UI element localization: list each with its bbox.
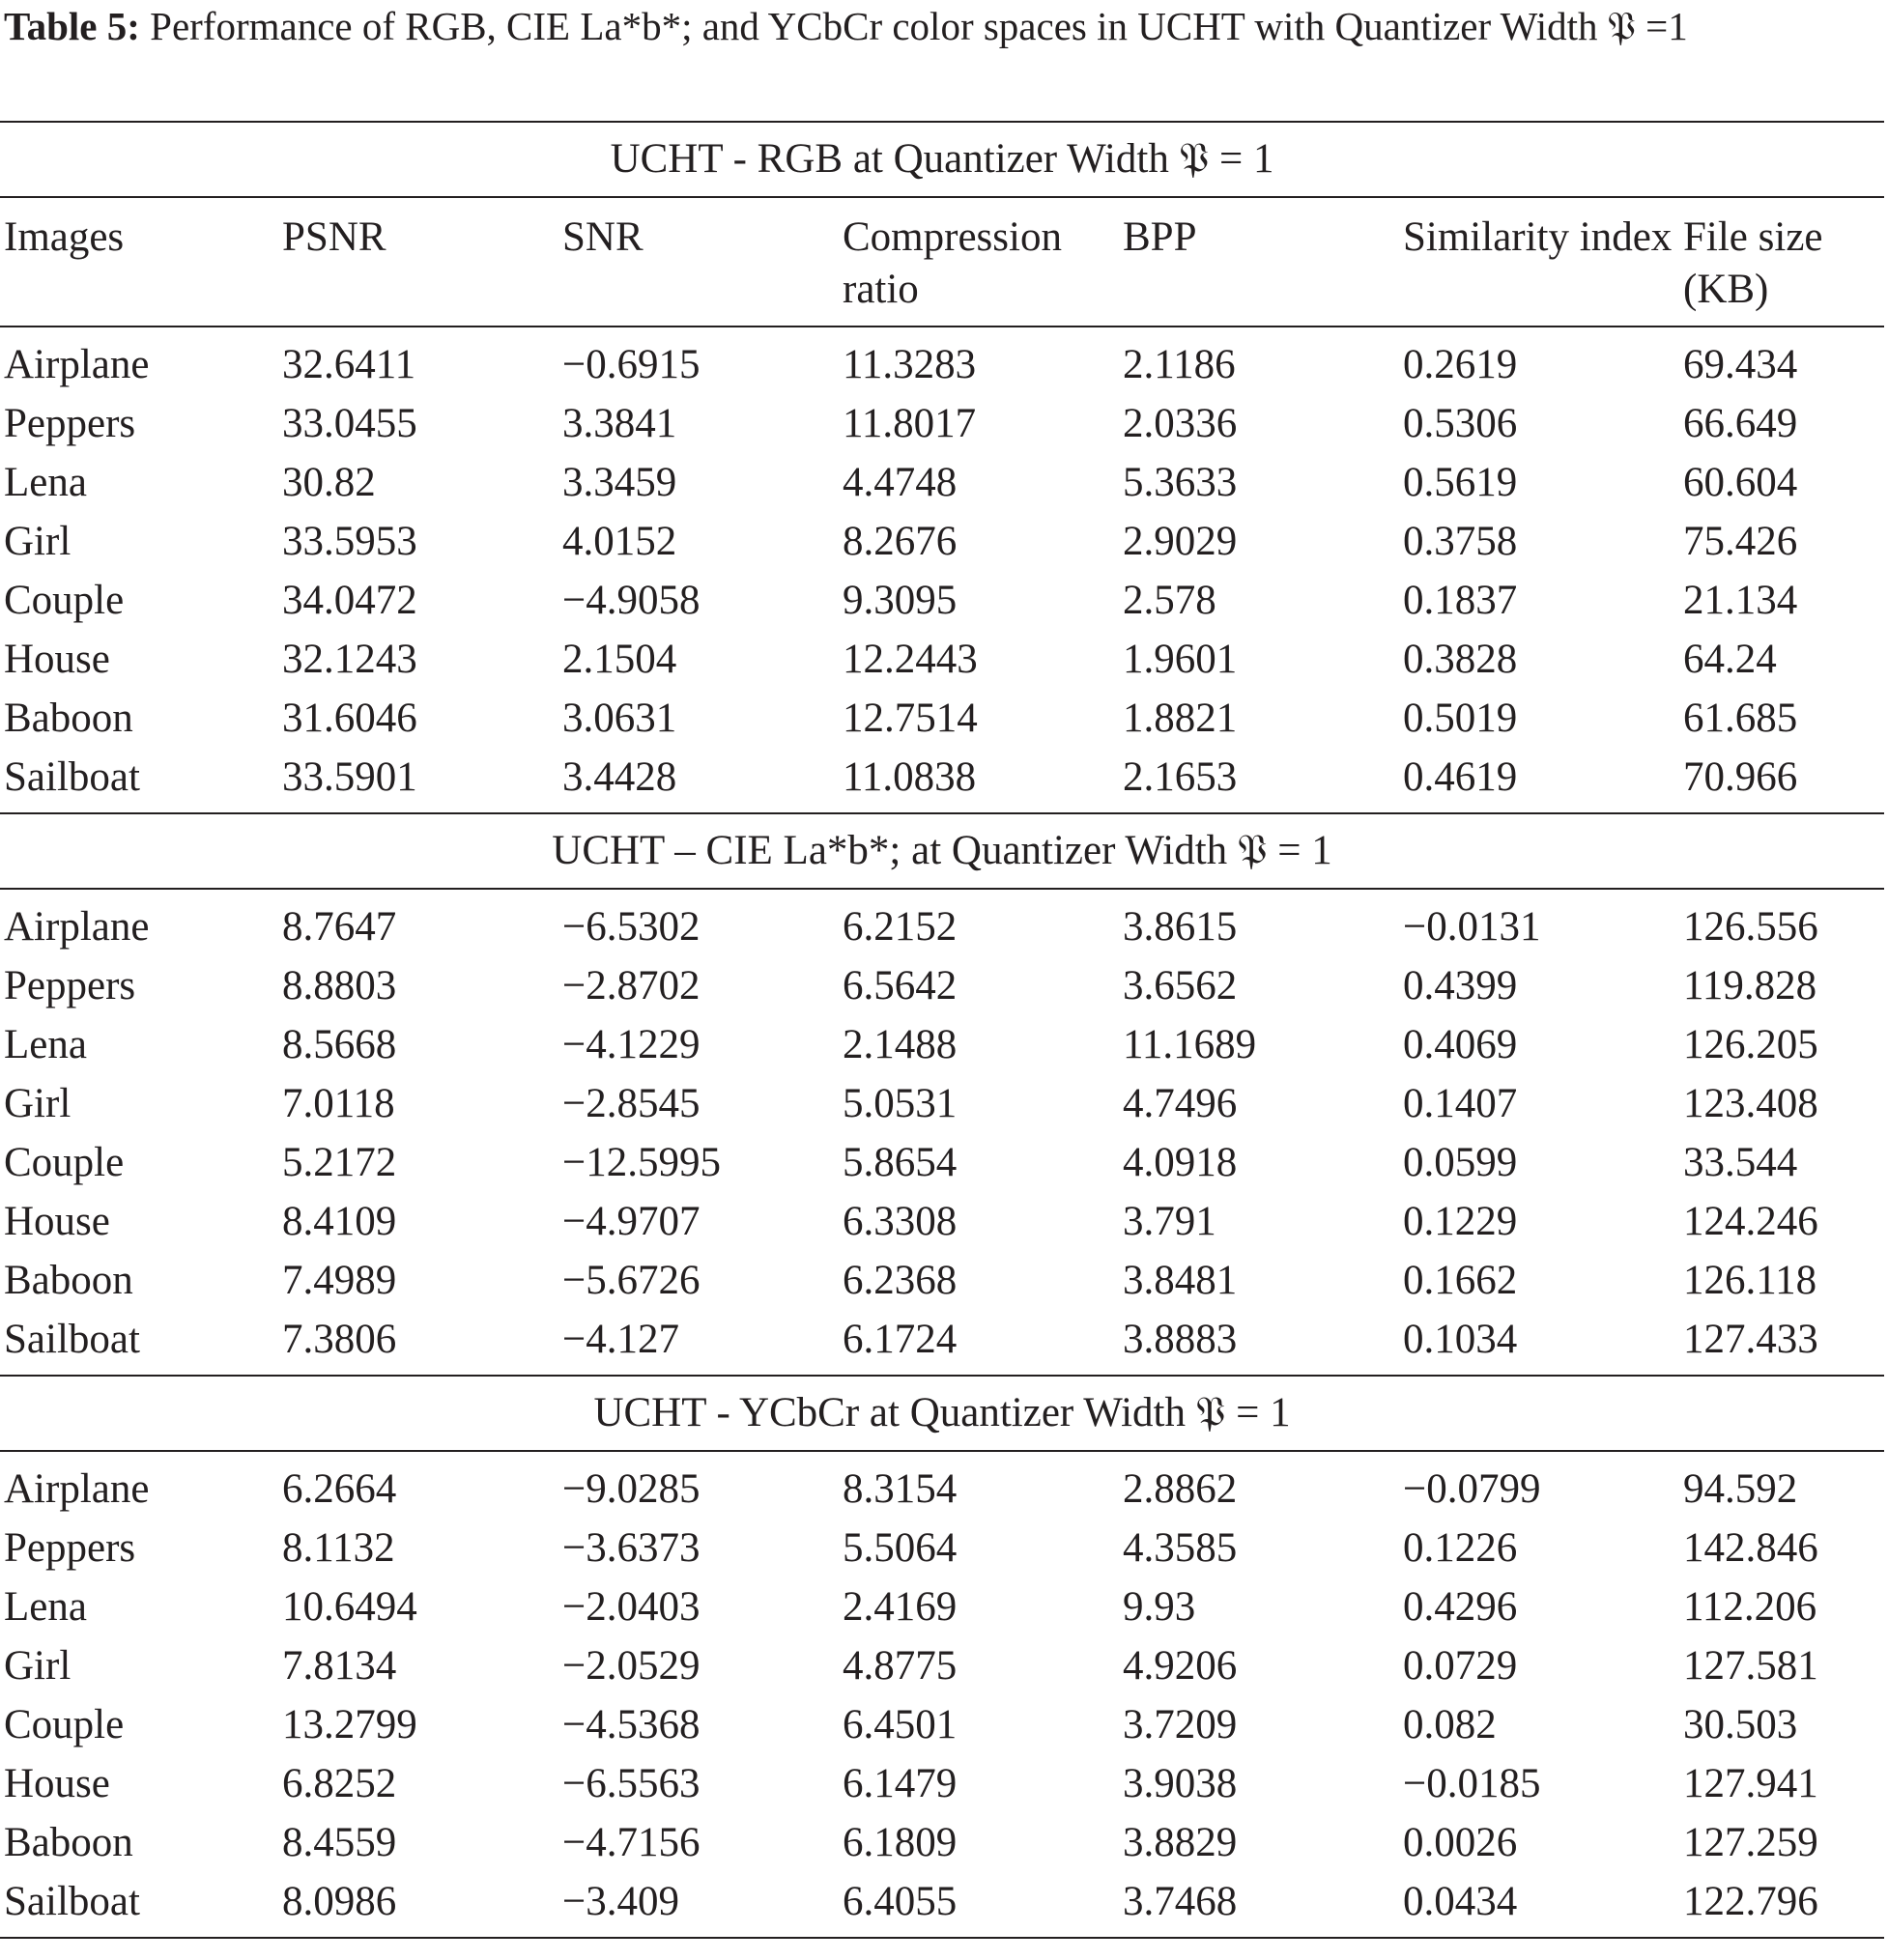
- table-row: [0, 1754, 1884, 1813]
- table-cell: 6.1479: [843, 1761, 958, 1806]
- table-cell: 0.5019: [1403, 696, 1518, 741]
- section-title-row: [0, 122, 1884, 197]
- table-cell: 33.5953: [282, 519, 417, 564]
- table-cell: 70.966: [1683, 754, 1798, 800]
- table-cell: 32.1243: [282, 637, 417, 682]
- table-cell: −0.0131: [1403, 904, 1541, 950]
- table-cell: 12.2443: [843, 637, 978, 682]
- table-cell: 6.2664: [282, 1466, 397, 1512]
- table-row: [0, 1872, 1884, 1938]
- table-cell: −0.6915: [562, 342, 701, 387]
- table-cell: 34.0472: [282, 578, 417, 623]
- table-cell: 122.796: [1679, 1872, 1884, 1938]
- table-cell: 7.3806: [282, 1317, 397, 1362]
- performance-table: [0, 121, 1884, 1939]
- table-row: [0, 1192, 1884, 1251]
- table-cell: 3.8883: [1123, 1317, 1238, 1362]
- image-name-cell: Girl: [4, 1643, 72, 1689]
- table-cell: 6.8252: [282, 1761, 397, 1806]
- table-cell: 3.8615: [1123, 904, 1238, 950]
- table-cell: 127.581: [1683, 1643, 1818, 1689]
- table-row: [0, 1636, 1884, 1695]
- table-cell: 4.8775: [843, 1643, 958, 1689]
- image-name-cell: Airplane: [4, 1466, 150, 1512]
- table-cell: 33.544: [1683, 1140, 1798, 1185]
- table-cell: 3.3459: [562, 460, 677, 505]
- table-cell: 3.791: [1123, 1199, 1216, 1244]
- table-row: [0, 453, 1884, 512]
- table-cell: 126.205: [1683, 1022, 1818, 1067]
- table-row: [0, 1577, 1884, 1636]
- image-name-cell: Lena: [4, 1584, 87, 1630]
- table-cell: 8.4109: [282, 1199, 397, 1244]
- column-header: [839, 197, 1119, 327]
- table-cell: −5.6726: [562, 1258, 701, 1303]
- column-header: [1399, 197, 1679, 327]
- table-cell: −4.7156: [562, 1820, 701, 1865]
- table-cell: 6.4501: [843, 1702, 958, 1747]
- image-name-cell: Couple: [4, 1702, 125, 1747]
- column-header-row: [0, 197, 1884, 327]
- table-cell: 2.578: [1123, 578, 1216, 623]
- table-cell: −2.0403: [562, 1584, 701, 1630]
- column-header-label: SNR: [562, 214, 644, 260]
- table-cell: −4.1229: [562, 1022, 701, 1067]
- caption-label: Table 5:: [4, 4, 140, 48]
- table-row: [0, 889, 1884, 956]
- image-name-cell: Baboon: [4, 696, 133, 741]
- table-cell: 126.556: [1683, 904, 1818, 950]
- section-title: UCHT - YCbCr at Quantizer Width 𝔓 = 1: [0, 1376, 1884, 1451]
- table-cell: 31.6046: [282, 696, 417, 741]
- table-cell: 0.1226: [1403, 1525, 1518, 1571]
- table-cell: 3.0631: [562, 696, 677, 741]
- table-cell: 8.3154: [843, 1466, 958, 1512]
- table-cell: 127.941: [1683, 1761, 1818, 1806]
- column-header: [0, 197, 278, 327]
- table-cell: 4.9206: [1123, 1643, 1238, 1689]
- table-row: [0, 571, 1884, 630]
- image-name-cell: Peppers: [4, 401, 136, 446]
- section-title: UCHT – CIE La*b*; at Quantizer Width 𝔓 = 1: [0, 813, 1884, 889]
- column-header-label: Compression ratio: [843, 214, 1062, 312]
- table-row: [0, 1519, 1884, 1577]
- table-cell: 75.426: [1683, 519, 1798, 564]
- table-cell: −12.5995: [562, 1140, 722, 1185]
- table-row: [0, 1695, 1884, 1754]
- table-cell: 0.1407: [1403, 1081, 1518, 1126]
- column-header-label: Similarity index: [1403, 214, 1673, 260]
- table-cell: 0.4069: [1403, 1022, 1518, 1067]
- table-cell: 0.4619: [1403, 754, 1518, 800]
- table-cell: 9.93: [1123, 1584, 1196, 1630]
- table-cell: 4.0152: [562, 519, 677, 564]
- section-title-row: [0, 1376, 1884, 1451]
- image-name-cell: Airplane: [4, 904, 150, 950]
- table-row: [0, 630, 1884, 689]
- table-cell: 21.134: [1683, 578, 1798, 623]
- table-cell: 5.3633: [1123, 460, 1238, 505]
- table-row: [0, 689, 1884, 748]
- table-caption: [4, 0, 1884, 52]
- table-cell: 33.0455: [282, 401, 417, 446]
- table-cell: 6.2368: [843, 1258, 958, 1303]
- table-cell: 0.0434: [1399, 1872, 1679, 1938]
- table-cell: 7.4989: [282, 1258, 397, 1303]
- table-cell: 3.6562: [1123, 963, 1238, 1008]
- table-cell: 5.0531: [843, 1081, 958, 1126]
- table-cell: 64.24: [1683, 637, 1777, 682]
- table-cell: 11.1689: [1123, 1022, 1257, 1067]
- table-cell: 2.8862: [1123, 1466, 1238, 1512]
- table-cell: 0.082: [1403, 1702, 1497, 1747]
- column-header: [1119, 197, 1399, 327]
- table-row: [0, 394, 1884, 453]
- table-cell: 2.0336: [1123, 401, 1238, 446]
- table-cell: 8.1132: [282, 1525, 395, 1571]
- table-cell: 7.0118: [282, 1081, 395, 1126]
- image-name-cell: Baboon: [4, 1820, 133, 1865]
- table-cell: −3.409: [558, 1872, 839, 1938]
- image-name-cell: Sailboat: [4, 1317, 140, 1362]
- table-cell: 6.5642: [843, 963, 958, 1008]
- table-cell: −9.0285: [562, 1466, 701, 1512]
- table-cell: 4.3585: [1123, 1525, 1238, 1571]
- table-cell: 1.9601: [1123, 637, 1238, 682]
- table-cell: 2.1488: [843, 1022, 958, 1067]
- table-cell: −2.8702: [562, 963, 701, 1008]
- table-cell: 127.433: [1683, 1317, 1818, 1362]
- table-cell: 0.5306: [1403, 401, 1518, 446]
- column-header-label: PSNR: [282, 214, 386, 260]
- table-cell: 2.9029: [1123, 519, 1238, 564]
- table-cell: 126.118: [1683, 1258, 1817, 1303]
- table-cell: 8.0986: [278, 1872, 558, 1938]
- table-cell: −0.0799: [1403, 1466, 1541, 1512]
- table-cell: 0.1662: [1403, 1258, 1518, 1303]
- image-name-cell: Sailboat: [4, 754, 140, 800]
- table-cell: 2.1653: [1123, 754, 1238, 800]
- table-cell: −4.127: [562, 1317, 680, 1362]
- table-cell: 124.246: [1683, 1199, 1818, 1244]
- table-row: [0, 1251, 1884, 1310]
- table-cell: −2.8545: [562, 1081, 701, 1126]
- image-name-cell: Girl: [4, 1081, 72, 1126]
- table-cell: 69.434: [1683, 342, 1798, 387]
- image-name-cell: Peppers: [4, 963, 136, 1008]
- table-cell: 11.0838: [843, 754, 977, 800]
- table-cell: 4.4748: [843, 460, 958, 505]
- table-cell: 33.5901: [282, 754, 417, 800]
- column-header: [278, 197, 558, 327]
- column-header: [558, 197, 839, 327]
- table-cell: 0.0599: [1403, 1140, 1518, 1185]
- column-header-label: BPP: [1123, 214, 1197, 260]
- table-row: [0, 956, 1884, 1015]
- table-cell: 6.2152: [843, 904, 958, 950]
- table-cell: 0.1837: [1403, 578, 1518, 623]
- table-cell: −2.0529: [562, 1643, 701, 1689]
- column-header-label: Images: [4, 214, 125, 260]
- table-cell: 3.9038: [1123, 1761, 1238, 1806]
- table-cell: −4.5368: [562, 1702, 701, 1747]
- table-cell: 127.259: [1683, 1820, 1818, 1865]
- table-row: [0, 327, 1884, 394]
- table-cell: 0.3758: [1403, 519, 1518, 564]
- table-cell: 2.1504: [562, 637, 677, 682]
- table-cell: 11.3283: [843, 342, 977, 387]
- table-cell: 11.8017: [843, 401, 977, 446]
- table-cell: 112.206: [1683, 1584, 1817, 1630]
- table-cell: 61.685: [1683, 696, 1798, 741]
- table-cell: 0.4399: [1403, 963, 1518, 1008]
- image-name-cell: Couple: [4, 578, 125, 623]
- table-cell: −0.0185: [1403, 1761, 1541, 1806]
- image-name-cell: House: [4, 1761, 110, 1806]
- table-row: [0, 1813, 1884, 1872]
- table-cell: 12.7514: [843, 696, 978, 741]
- column-header: [1679, 197, 1884, 327]
- table-row: [0, 512, 1884, 571]
- table-cell: 2.4169: [843, 1584, 958, 1630]
- caption-text: Performance of RGB, CIE La*b*; and YCbCr color spaces in UCHT with Quantizer Width 𝔓 =1: [150, 4, 1688, 48]
- table-cell: 5.2172: [282, 1140, 397, 1185]
- table-cell: 6.4055: [839, 1872, 1119, 1938]
- image-name-cell: Baboon: [4, 1258, 133, 1303]
- table-cell: 3.8829: [1123, 1820, 1238, 1865]
- table-cell: 3.7209: [1123, 1702, 1238, 1747]
- table-cell: 8.5668: [282, 1022, 397, 1067]
- table-row: [0, 748, 1884, 813]
- table-cell: 10.6494: [282, 1584, 417, 1630]
- table-cell: 8.7647: [282, 904, 397, 950]
- image-name-cell: House: [4, 1199, 110, 1244]
- table-row: [0, 1133, 1884, 1192]
- table-cell: 66.649: [1683, 401, 1798, 446]
- table-cell: −4.9707: [562, 1199, 701, 1244]
- table-cell: 30.82: [282, 460, 376, 505]
- table-row: [0, 1074, 1884, 1133]
- table-cell: 0.4296: [1403, 1584, 1518, 1630]
- image-name-cell: Sailboat: [0, 1872, 278, 1938]
- table-cell: −3.6373: [562, 1525, 701, 1571]
- table-cell: 0.1034: [1403, 1317, 1518, 1362]
- table-cell: 30.503: [1683, 1702, 1798, 1747]
- table-cell: 5.5064: [843, 1525, 958, 1571]
- table-cell: 94.592: [1683, 1466, 1798, 1512]
- table-cell: 6.3308: [843, 1199, 958, 1244]
- table-row: [0, 1015, 1884, 1074]
- image-name-cell: Lena: [4, 1022, 87, 1067]
- table-row: [0, 1310, 1884, 1376]
- table-cell: 0.3828: [1403, 637, 1518, 682]
- table-body: [0, 122, 1884, 1938]
- table-cell: −6.5302: [562, 904, 701, 950]
- table-cell: 8.4559: [282, 1820, 397, 1865]
- image-name-cell: Couple: [4, 1140, 125, 1185]
- column-header-label: File size (KB): [1683, 214, 1823, 312]
- image-name-cell: House: [4, 637, 110, 682]
- table-cell: 1.8821: [1123, 696, 1238, 741]
- image-name-cell: Girl: [4, 519, 72, 564]
- table-cell: 32.6411: [282, 342, 416, 387]
- table-cell: 2.1186: [1123, 342, 1236, 387]
- table-row: [0, 1451, 1884, 1519]
- section-title: UCHT - RGB at Quantizer Width 𝔓 = 1: [0, 122, 1884, 197]
- image-name-cell: Lena: [4, 460, 87, 505]
- table-cell: 123.408: [1683, 1081, 1818, 1126]
- image-name-cell: Peppers: [4, 1525, 136, 1571]
- table-cell: 119.828: [1683, 963, 1817, 1008]
- table-cell: 60.604: [1683, 460, 1798, 505]
- table-cell: 3.8481: [1123, 1258, 1238, 1303]
- section-title-row: [0, 813, 1884, 889]
- table-cell: −6.5563: [562, 1761, 701, 1806]
- table-cell: 3.4428: [562, 754, 677, 800]
- table-cell: 4.7496: [1123, 1081, 1238, 1126]
- table-cell: 0.0026: [1403, 1820, 1518, 1865]
- table-cell: 0.2619: [1403, 342, 1518, 387]
- table-cell: 3.3841: [562, 401, 677, 446]
- table-cell: 5.8654: [843, 1140, 958, 1185]
- table-cell: 0.1229: [1403, 1199, 1518, 1244]
- table-cell: 9.3095: [843, 578, 958, 623]
- table-cell: 7.8134: [282, 1643, 397, 1689]
- table-cell: 13.2799: [282, 1702, 417, 1747]
- table-cell: 0.5619: [1403, 460, 1518, 505]
- table-cell: 6.1724: [843, 1317, 958, 1362]
- table-cell: 0.0729: [1403, 1643, 1518, 1689]
- image-name-cell: Airplane: [4, 342, 150, 387]
- table-cell: 8.8803: [282, 963, 397, 1008]
- table-cell: 142.846: [1683, 1525, 1818, 1571]
- table-cell: 4.0918: [1123, 1140, 1238, 1185]
- table-cell: 8.2676: [843, 519, 958, 564]
- table-cell: 3.7468: [1119, 1872, 1399, 1938]
- table-cell: −4.9058: [562, 578, 701, 623]
- table-cell: 6.1809: [843, 1820, 958, 1865]
